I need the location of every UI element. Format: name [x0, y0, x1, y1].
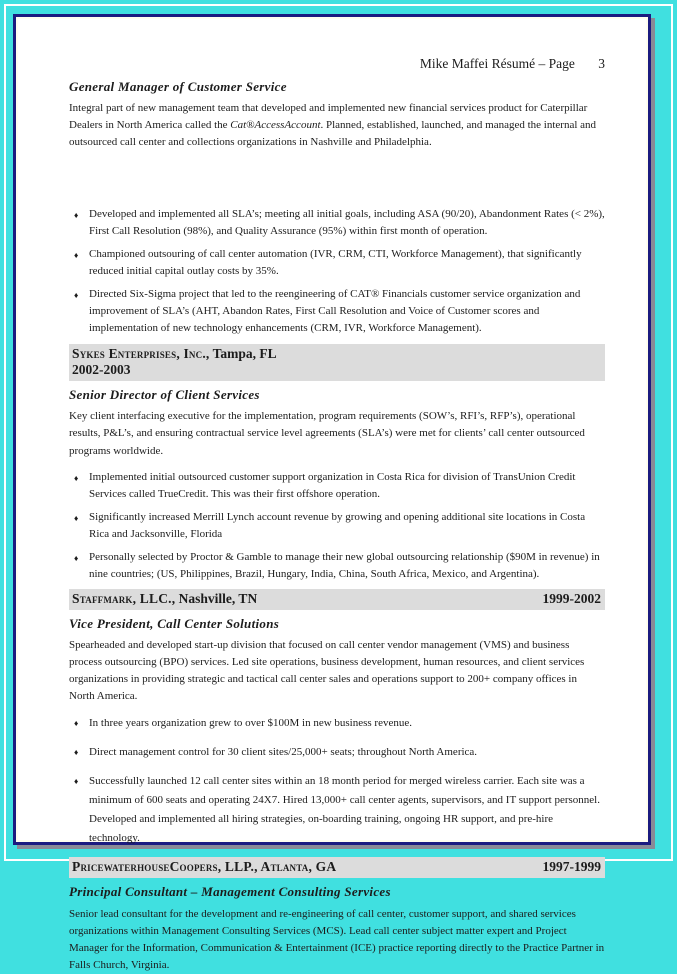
list-item — [69, 714, 605, 733]
section-staffmark — [69, 589, 605, 848]
role-title: Principal Consultant – Management Consulting Services — [69, 884, 391, 900]
employer-name-row — [72, 346, 601, 363]
bullet-diamond-icon: ♦ — [74, 472, 79, 483]
bullet-text: Successfully launched 12 call center sites within an 18 month period for merged wireless carrier. Each site was a minimum of 600 seats and operating 24X7. Hired 13,000+ call center agents, supervisors, and IT support personnel. Developed and implemented all hiring strategies, on-boarding training, ongoing HR support, and pre-hire technology. — [89, 774, 600, 844]
bullet-text: Direct management control for 30 client sites/25,000+ seats; throughout North America. — [89, 745, 478, 758]
bullet-diamond-icon: ♦ — [74, 718, 79, 729]
page-content — [16, 17, 648, 974]
page-number: 3 — [598, 56, 605, 71]
employment-dates: 1997-1999 — [542, 859, 601, 875]
company-name: PricewaterhouseCoopers, LLP., Atlanta, GA — [72, 859, 337, 875]
company-name: Sykes Enterprises, Inc., — [72, 345, 210, 361]
bullet-diamond-icon: ♦ — [74, 746, 79, 757]
bullet-text: In three years organization grew to over $100M in new business revenue. — [89, 717, 412, 730]
summary-text-1: Integral part of new management team that developed and implemented new financial services product for Caterpillar Dealers in North America called the — [69, 102, 588, 132]
summary-product-name: Cat®AccessAccount — [230, 119, 321, 132]
role-summary: Spearheaded and developed start-up division that focused on call center vendor management (VMS) and business process outsourcing (BPO) services. Led site operations, business development, human resources, and client services organizations in providing strategic and tactical call center sales and operations support to 200+ company offices in North America. — [69, 638, 585, 702]
section-pwc — [69, 857, 605, 973]
summary-text-2: . Planned, established, launched, and managed the internal and outsourced call center and collections organizations in Nashville and Philadelphia. — [69, 119, 597, 149]
role-summary: Key client interfacing executive for the implementation, program requirements (SOW’s, RFI’s, RFP’s), operational results, P&L’s, and ensuring contractual service level agreements (SLA’s) were met for clients’ call center outsourced programs worldwide. — [69, 410, 585, 457]
achievement-list — [69, 469, 605, 583]
achievement-list — [69, 714, 605, 847]
employer-name-row — [72, 859, 601, 876]
company-location: Tampa, FL — [209, 345, 277, 361]
employment-dates: 2002-2003 — [72, 362, 131, 378]
header-title: Mike Maffei Résumé – Page — [419, 56, 575, 71]
running-header — [69, 54, 605, 75]
employment-dates: 1999-2002 — [542, 590, 601, 606]
list-item — [69, 509, 605, 543]
bullet-diamond-icon: ♦ — [74, 552, 79, 563]
list-item — [69, 743, 605, 762]
bullet-text: Significantly increased Merrill Lynch account revenue by growing and opening additional site locations in Costa Rica and Jacksonville, Florida — [89, 510, 586, 540]
list-item — [69, 469, 605, 503]
role-title: Vice President, Call Center Solutions — [69, 615, 280, 631]
resume-page — [13, 14, 651, 971]
employer-name — [72, 346, 277, 363]
list-item — [69, 206, 605, 240]
employer-name-row — [72, 591, 601, 608]
company-location: Nashville, TN — [175, 590, 258, 606]
role-title: General Manager of Customer Service — [69, 78, 287, 94]
list-item — [69, 772, 605, 848]
bullet-text: Personally selected by Proctor & Gamble to manage their new global outsourcing relationship ($90M in revenue) in nine countries; (US, Philippines, Brazil, Hungary, India, China, South Africa, Mexico, and Argentina). — [89, 550, 600, 580]
bullet-text: Developed and implemented all SLA’s; meeting all initial goals, including ASA (90/20), Abandonment Rates (< 2%), First Call Resolution (98%), and Quality Assurance (95%) within first month of operation. — [89, 208, 605, 238]
company-name: Staffmark, LLC., — [72, 590, 176, 606]
bullet-diamond-icon: ♦ — [74, 250, 79, 261]
role-title: Senior Director of Client Services — [69, 387, 260, 403]
section-general-manager — [69, 77, 605, 338]
bullet-diamond-icon: ♦ — [74, 775, 79, 786]
vertical-spacer — [69, 151, 605, 197]
role-summary — [69, 100, 605, 151]
employer-name — [72, 591, 257, 608]
section-sykes — [69, 344, 605, 583]
list-item — [69, 286, 605, 337]
employer-header-bar — [69, 857, 605, 878]
list-item — [69, 549, 605, 583]
achievement-list — [69, 206, 605, 337]
bullet-diamond-icon: ♦ — [74, 210, 79, 221]
employer-header-bar — [69, 589, 605, 610]
bullet-diamond-icon: ♦ — [74, 512, 79, 523]
bullet-diamond-icon: ♦ — [74, 290, 79, 301]
list-item — [69, 246, 605, 280]
employer-header-bar — [69, 344, 605, 382]
bullet-text: Championed outsouring of call center automation (IVR, CRM, CTI, Workforce Management), that significantly reduced initial capital outlay costs by 35%. — [89, 248, 582, 278]
bullet-text: Directed Six-Sigma project that led to the reengineering of CAT® Financials customer service organization and improvement of SLA’s (AHT, Abandon Rates, First Call Resolution and Voice of Customer scores and implementation of new technology enhancements (CRM, IVR, Workforce Management). — [89, 288, 581, 335]
employer-dates-row — [72, 362, 601, 379]
role-summary: Senior lead consultant for the development and re-engineering of call center, customer support, and shared services organizations within Management Consulting Services (MCS). Lead call center subject matter expert and Project Manager for the Information, Communication & Entertainment (ICE) practice reporting directly to the Practice Partner in Falls Church, Virginia. — [69, 907, 605, 971]
bullet-text: Implemented initial outsourced customer support organization in Costa Rica for division of TransUnion Credit Services called TrueCredit. This was their first offshore operation. — [89, 470, 576, 500]
